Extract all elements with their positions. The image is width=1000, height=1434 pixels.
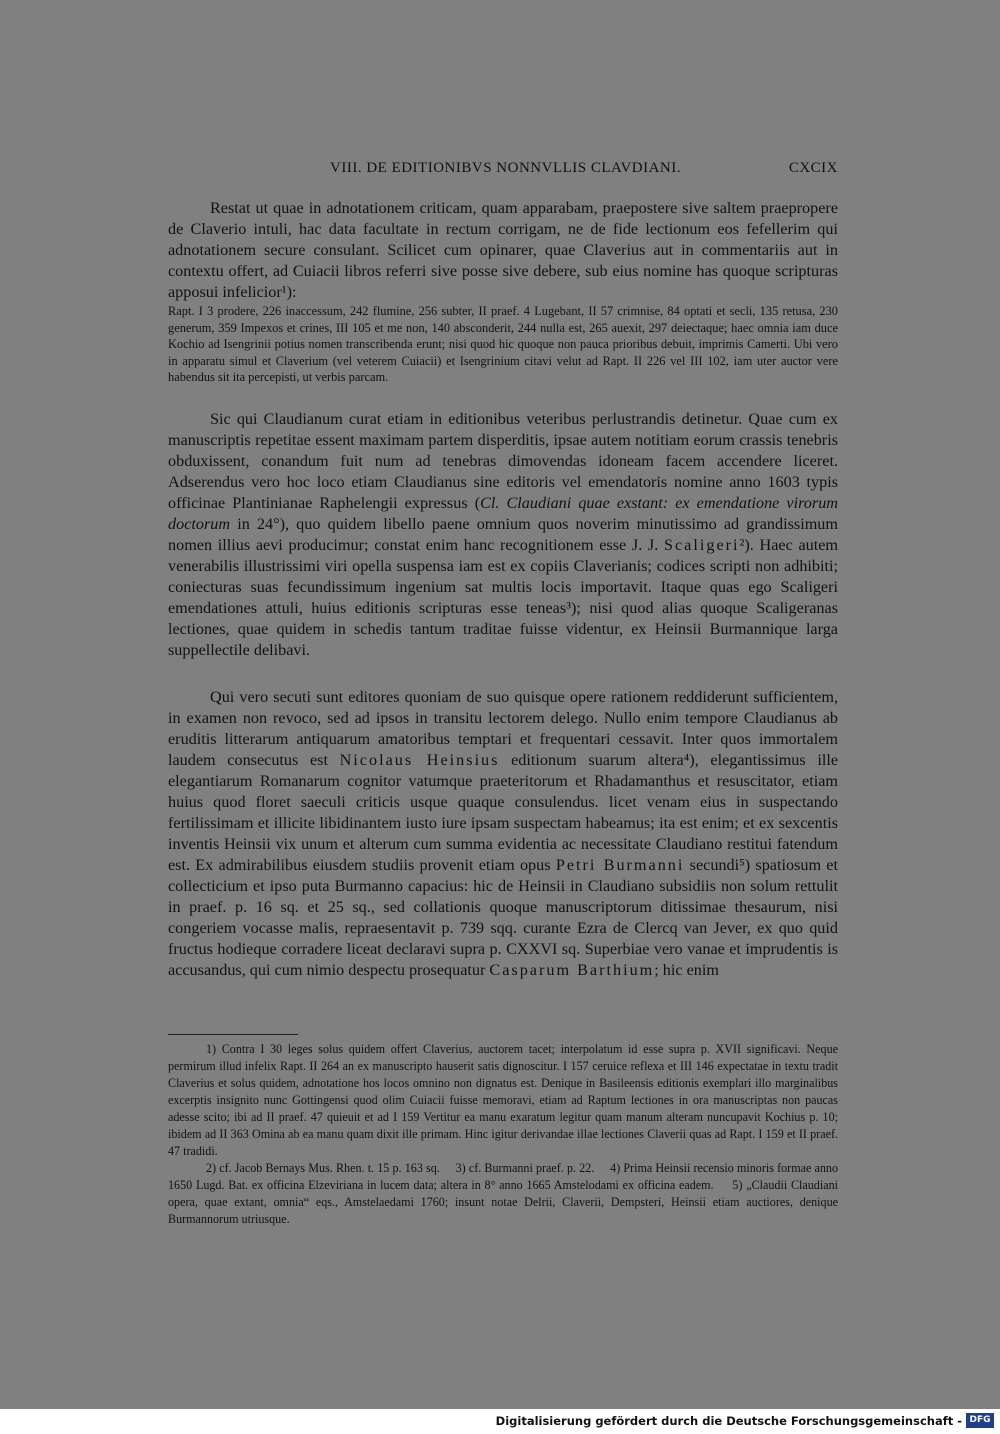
paragraph-2-text <box>168 409 838 661</box>
footnote-5: 5) „Claudii Claudiani opera, quae extant, omnia“ eqs., Amstelaedami 1760; insunt notae Delrii, Claverii, Dempsteri, Heinsii etiam auctiores, denique Burmannorum utriusque. <box>168 1178 838 1226</box>
name-barthius: Casparum Barthium <box>489 961 655 979</box>
paragraph-3-part-c: secundi⁵) spatiosum et collecticium et ipso puta Burmanno capacius: hic de Heinsii in Claudiano subsidiis non solum rettulit in praef. p. 16 sq. et 25 sq., sed collationis quoque manuscriptorum ditissimae thesaurum, nisi congeriem vocasse malis, repraesentavit p. 739 sqq. curante Ezra de Clercq van Jever, ex quo quid fructus hodieque corradere liceat declaravi supra p. CXXVI sq. Superbiae vero vanae et imprudentis is accusandus, qui cum nimio despectu prosequatur <box>168 856 838 979</box>
paragraph-1-text: Restat ut quae in adnotationem criticam, quam apparabam, praepostere sive saltem praepropere de Claverio intuli, hac data facultate in rectum corrigam, ne de fide lectionum eos fefellerim qui adnotationem secure consulant. Scilicet cum opinarer, quae Claverius aut in commentariis aut in contextu offert, ad Cuiacii libros referri sive posse sive debere, sub eius nomine has quoque scripturas apposui infelicior¹): <box>168 199 838 301</box>
name-scaliger: Scaligeri <box>663 536 740 554</box>
name-heinsius: Nicolaus Heinsius <box>339 751 500 769</box>
paragraph-2-part-a: Sic qui Claudianum curat etiam in editionibus veteribus perlustrandis detinetur. Quae cum ex manuscriptis repetitae essent maximam partem disperditis, ipsae autem notitiam eorum crassis tenebris obduxissent, conandum fuit num ad tenebras dimovendas idoneam facem accendere liceret. Adserendus vero hoc loco etiam Claudianus sine editoris vel emendatoris nomine anno 1603 typis officinae Plantinianae Raphelengii expressus ( <box>168 410 838 512</box>
funding-credit: Digitalisierung gefördert durch die Deutsche Forschungsgemeinschaft - <box>495 1414 962 1428</box>
footnotes <box>168 1041 838 1228</box>
paragraph-3-part-b: editionum suarum altera⁴), elegantissimus ille elegantiarum Romanarum cognitor vatumque praeteritorum et Rhadamanthus et resuscitator, etiam huius quod floret saeculi criticis usque quaque consulendus. licet venam eius in suspectando fertilissimam et illicite libidinantem iusto iure ipsam suspectam habeamus; ita est enim; et ex sexcentis inventis Heinsii vix unum et alterum cum summa evidentia ac necessitate Claudiano restitui fatendum est. Ex admirabilibus eiusdem studiis provenit etiam opus <box>168 751 839 874</box>
paragraph-3 <box>168 687 838 981</box>
footnote-2: 2) cf. Jacob Bernays Mus. Rhen. t. 15 p. 163 sq. <box>206 1161 440 1175</box>
funding-bar <box>0 1409 1000 1434</box>
paragraph-2-part-c: ²). Haec autem venerabilis illustrissimi viri opella suspensa iam est ex copiis Claverianis; codices scripti non adhibiti; coniecturas suas fecundissimum ingenium sat multis locis importavit. Itaque quas ego Scaligeri emendationes attuli, huius editionis scripturas esse teneas³); nisi quod alias quoque Scaligeranas lectiones, quae quidem in schedis tantum traditae fuisse videntur, ex Heinsii Burmannique larga suppellectile delibavi. <box>168 536 839 659</box>
footnote-1: 1) Contra I 30 leges solus quidem offert Claverius, auctorem tacet; interpolatum id esse supra p. XVII significavi. Neque permirum illud infelix Rapt. II 264 an ex manuscripto hauserit satis dignoscitur. I 157 ceruice reflexa et III 146 expectatae in textu tradit Claverius et solus quidem, adnotatione hos locos omnino non dignatus est. Denique in Basileensis editionis exemplari illo marginalibus excerptis insignito nunc Gottingensi quod olim Cuiacii fuisse memoravi, etiam ad Raptum lectiones in ora manuscriptas non paucas adesse scito; ibi ad II praef. 47 quieuit et ad I 159 Vertitur ea manu exaratum legitur quam manum alteram nuncupavit Kochius p. 10; ibidem ad II 363 Omina ab ea manu quam dixit ille primam. Hinc igitur derivandae illae lectiones Claverii quas ad Rapt. I 159 et II praef. 47 tradidi. <box>168 1042 838 1158</box>
footnote-4: 4) Prima Heinsii recensio minoris formae anno 1650 Lugd. Bat. ex officina Elzeviriana in lucem data; altera in 8° anno 1665 Amstelodami ex officina eadem. <box>168 1161 839 1192</box>
paragraph-3-part-d: ; hic enim <box>654 961 719 979</box>
paragraph-2 <box>168 409 838 661</box>
paragraph-3-part-a: Qui vero secuti sunt editores quoniam de suo quisque opere rationem reddiderunt sufficientem, in examen non revoco, sed ad ipsos in transitu lectorem delego. Nullo enim tempore Claudianus ab eruditis litterarum antiquarum amatoribus temptari et frequentari cessavit. Inter quos immortalem laudem consecutus est <box>168 688 838 769</box>
paragraph-3-text <box>168 687 838 981</box>
footnote-3: 3) cf. Burmanni praef. p. 22. <box>455 1161 595 1175</box>
inline-note-text: Rapt. I 3 prodere, 226 inaccessum, 242 flumine, 256 subter, II praef. 4 Lugebant, II 57 crimnise, 84 optati et secli, 135 retusa, 230 generum, 359 Impexos et crines, III 105 et me non, 140 absconderit, 244 nulla est, 265 auexit, 297 deiectaque; haec omnia iam duce Kochio ad Isengrinii potius nomen transcribenda erunt; nisi quod hic quoque non pauca prioribus debuit, imprimis Camerti. Ubi vero in apparatu simul et Claverium (vel veterem Cuiacii) et Isengrinium citavi velut ad Rapt. II 226 vel III 102, iam uter auctor vere habendus sit ita percepisti, ut verbis parcam. <box>168 304 838 384</box>
page-number: CXCIX <box>788 160 838 176</box>
footnote-divider <box>168 1034 298 1035</box>
running-header <box>210 160 838 182</box>
paragraph-1 <box>168 198 838 303</box>
dfg-logo-icon[interactable]: DFG <box>966 1413 994 1428</box>
inline-note-block <box>168 303 838 386</box>
paragraph-2-part-b: in 24°), quo quidem libello paene omnium quos noverim minutissimo ad grandissimum nomen illius aevi producimur; constat enim hanc recognitionem esse J. J. <box>168 515 838 554</box>
book-title-italic: Cl. Claudiani quae exstant: ex emendatione virorum doctorum <box>168 494 838 533</box>
footnotes-2-3 <box>168 1160 838 1228</box>
running-title: VIII. DE EDITIONIBVS NONNVLLIS CLAVDIANI. <box>330 160 682 176</box>
name-burmann: Petri Burmanni <box>555 856 685 874</box>
